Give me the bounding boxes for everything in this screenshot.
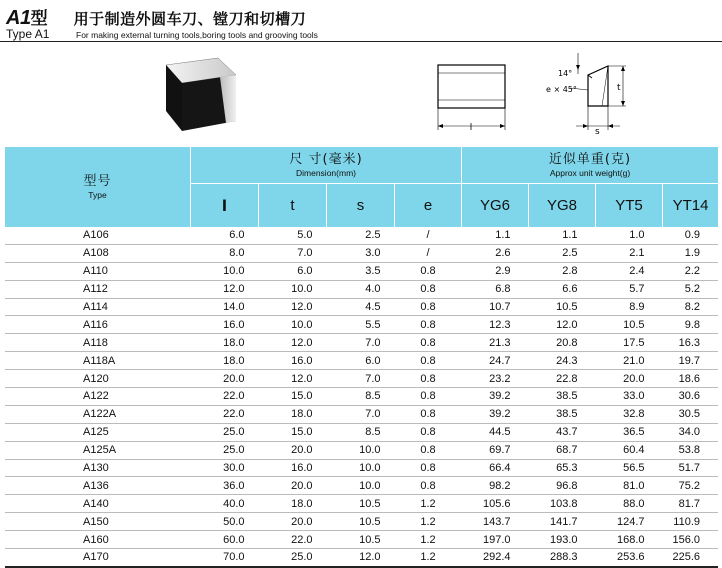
- dim-t-label: t: [617, 83, 621, 93]
- cell-yt5: 21.0: [596, 352, 663, 370]
- table-row: [5, 352, 718, 370]
- cell-model: A125A: [5, 441, 191, 459]
- cell-model: A170: [5, 549, 191, 567]
- cell-yt14: 53.8: [663, 441, 719, 459]
- cell-yg8: 103.8: [529, 495, 596, 513]
- cell-e: 1.2: [395, 495, 462, 513]
- cell-model: A125: [5, 423, 191, 441]
- cell-l: 30.0: [191, 459, 259, 477]
- cell-yt5: 20.0: [596, 370, 663, 388]
- cell-model: A122A: [5, 405, 191, 423]
- cell-model: A118A: [5, 352, 191, 370]
- cell-t: 6.0: [259, 262, 327, 280]
- cell-l: 14.0: [191, 298, 259, 316]
- cell-t: 15.0: [259, 423, 327, 441]
- cell-l: 12.0: [191, 280, 259, 298]
- table-row: [5, 495, 718, 513]
- cell-yt5: 33.0: [596, 388, 663, 406]
- cell-e: 0.8: [395, 352, 462, 370]
- angle-label: 14°: [558, 69, 573, 78]
- cell-yt14: 16.3: [663, 334, 719, 352]
- cell-yg6: 2.9: [462, 262, 529, 280]
- cell-yt14: 110.9: [663, 513, 719, 531]
- title-chinese: 用于制造外圆车刀、镗刀和切槽刀: [73, 10, 307, 28]
- cell-yt5: 1.0: [596, 227, 663, 244]
- cell-s: 7.0: [327, 334, 395, 352]
- cell-yg6: 39.2: [462, 405, 529, 423]
- col-header-l: l: [191, 184, 259, 228]
- cell-e: 0.8: [395, 459, 462, 477]
- model-header: [5, 147, 191, 227]
- cell-e: 1.2: [395, 549, 462, 567]
- cell-yg6: 143.7: [462, 513, 529, 531]
- model-header-en: Type: [88, 189, 107, 200]
- col-header-yt5: YT5: [596, 184, 663, 228]
- cell-model: A140: [5, 495, 191, 513]
- cell-model: A122: [5, 388, 191, 406]
- cell-t: 18.0: [259, 495, 327, 513]
- cell-e: 0.8: [395, 370, 462, 388]
- cell-yg6: 44.5: [462, 423, 529, 441]
- cell-t: 20.0: [259, 513, 327, 531]
- cell-model: A130: [5, 459, 191, 477]
- cell-s: 8.5: [327, 423, 395, 441]
- cell-model: A120: [5, 370, 191, 388]
- cell-t: 12.0: [259, 334, 327, 352]
- cell-s: 7.0: [327, 370, 395, 388]
- cell-l: 60.0: [191, 531, 259, 549]
- cell-yg8: 20.8: [529, 334, 596, 352]
- table-row: [5, 477, 718, 495]
- table-row: [5, 423, 718, 441]
- cell-yg8: 43.7: [529, 423, 596, 441]
- col-header-yg6: YG6: [462, 184, 529, 228]
- cell-yt14: 34.0: [663, 423, 719, 441]
- subtitle-row: [6, 27, 318, 41]
- cell-s: 3.5: [327, 262, 395, 280]
- front-view-drawing: [430, 48, 515, 138]
- cell-t: 15.0: [259, 388, 327, 406]
- cell-s: 5.5: [327, 316, 395, 334]
- chamfer-label: e × 45°: [546, 85, 577, 94]
- cell-yg6: 292.4: [462, 549, 529, 567]
- type-char: 型: [30, 9, 48, 29]
- col-header-t: t: [259, 184, 327, 228]
- cell-yt5: 8.9: [596, 298, 663, 316]
- cell-yt5: 32.8: [596, 405, 663, 423]
- title-english: For making external turning tools,boring tools and grooving tools: [76, 30, 318, 40]
- cell-yt5: 5.7: [596, 280, 663, 298]
- dim-l-label: l: [469, 123, 473, 133]
- insert-3d-illustration: [160, 55, 240, 135]
- cell-e: 0.8: [395, 388, 462, 406]
- cell-e: 0.8: [395, 423, 462, 441]
- cell-model: A136: [5, 477, 191, 495]
- cell-l: 70.0: [191, 549, 259, 567]
- cell-yg6: 197.0: [462, 531, 529, 549]
- model-header-cn: 型号: [83, 173, 112, 189]
- cell-yt5: 253.6: [596, 549, 663, 567]
- cell-yg8: 96.8: [529, 477, 596, 495]
- cell-yt5: 2.1: [596, 244, 663, 262]
- cell-model: A116: [5, 316, 191, 334]
- cell-s: 4.0: [327, 280, 395, 298]
- cell-model: A108: [5, 244, 191, 262]
- cell-l: 40.0: [191, 495, 259, 513]
- table-row: [5, 513, 718, 531]
- cell-model: A114: [5, 298, 191, 316]
- cell-yt5: 60.4: [596, 441, 663, 459]
- cell-t: 25.0: [259, 549, 327, 567]
- cell-yg8: 24.3: [529, 352, 596, 370]
- cell-yg6: 66.4: [462, 459, 529, 477]
- cell-yg8: 65.3: [529, 459, 596, 477]
- cell-s: 10.5: [327, 495, 395, 513]
- cell-s: 10.0: [327, 441, 395, 459]
- cell-l: 25.0: [191, 441, 259, 459]
- dimension-header: [191, 147, 462, 184]
- cell-yg6: 24.7: [462, 352, 529, 370]
- weight-header-cn: 近似单重(克): [548, 151, 632, 167]
- cell-yt14: 2.2: [663, 262, 719, 280]
- cell-t: 22.0: [259, 531, 327, 549]
- cell-t: 7.0: [259, 244, 327, 262]
- cell-yg8: 10.5: [529, 298, 596, 316]
- cell-yt5: 168.0: [596, 531, 663, 549]
- cell-e: /: [395, 244, 462, 262]
- cell-s: 10.5: [327, 513, 395, 531]
- cell-l: 22.0: [191, 388, 259, 406]
- cell-s: 6.0: [327, 352, 395, 370]
- cell-yg6: 21.3: [462, 334, 529, 352]
- dim-s-label: s: [595, 127, 600, 137]
- cell-yt14: 225.6: [663, 549, 719, 567]
- type-code: A1: [6, 7, 31, 29]
- cell-s: 10.0: [327, 477, 395, 495]
- cell-l: 18.0: [191, 352, 259, 370]
- col-header-yt14: YT14: [663, 184, 719, 228]
- dimension-header-en: Dimension(mm): [296, 167, 356, 178]
- cell-s: 4.5: [327, 298, 395, 316]
- cell-yt14: 156.0: [663, 531, 719, 549]
- cell-e: 0.8: [395, 262, 462, 280]
- page-title: [6, 4, 306, 28]
- cell-yt14: 5.2: [663, 280, 719, 298]
- cell-yg8: 193.0: [529, 531, 596, 549]
- cell-yg8: 68.7: [529, 441, 596, 459]
- header-divider: [0, 41, 722, 42]
- cell-yt5: 81.0: [596, 477, 663, 495]
- table-row: [5, 405, 718, 423]
- cell-yg8: 1.1: [529, 227, 596, 244]
- table-row: [5, 262, 718, 280]
- cell-yg8: 38.5: [529, 405, 596, 423]
- table-row: [5, 244, 718, 262]
- cell-yt5: 124.7: [596, 513, 663, 531]
- weight-header: [462, 147, 719, 184]
- cell-yt14: 8.2: [663, 298, 719, 316]
- cell-l: 50.0: [191, 513, 259, 531]
- cell-t: 16.0: [259, 459, 327, 477]
- cell-l: 16.0: [191, 316, 259, 334]
- cell-l: 22.0: [191, 405, 259, 423]
- cell-t: 10.0: [259, 280, 327, 298]
- cell-l: 20.0: [191, 370, 259, 388]
- cell-l: 36.0: [191, 477, 259, 495]
- cell-yg8: 12.0: [529, 316, 596, 334]
- cell-t: 20.0: [259, 477, 327, 495]
- cell-yg8: 6.6: [529, 280, 596, 298]
- cell-model: A150: [5, 513, 191, 531]
- side-view-drawing: [540, 48, 640, 138]
- cell-e: 0.8: [395, 316, 462, 334]
- dimension-header-cn: 尺 寸(毫米): [289, 151, 363, 167]
- cell-e: 1.2: [395, 531, 462, 549]
- cell-s: 12.0: [327, 549, 395, 567]
- cell-yt5: 17.5: [596, 334, 663, 352]
- cell-yt14: 30.6: [663, 388, 719, 406]
- cell-e: 1.2: [395, 513, 462, 531]
- cell-yg8: 2.5: [529, 244, 596, 262]
- cell-yg6: 1.1: [462, 227, 529, 244]
- cell-yt14: 18.6: [663, 370, 719, 388]
- col-header-s: s: [327, 184, 395, 228]
- cell-yg8: 38.5: [529, 388, 596, 406]
- table-row: [5, 227, 718, 244]
- cell-yt5: 2.4: [596, 262, 663, 280]
- cell-yg8: 141.7: [529, 513, 596, 531]
- cell-yt5: 10.5: [596, 316, 663, 334]
- cell-e: 0.8: [395, 298, 462, 316]
- cell-l: 25.0: [191, 423, 259, 441]
- cell-yt14: 81.7: [663, 495, 719, 513]
- cell-t: 10.0: [259, 316, 327, 334]
- cell-yg6: 6.8: [462, 280, 529, 298]
- table-row: [5, 334, 718, 352]
- cell-yg6: 2.6: [462, 244, 529, 262]
- cell-yt14: 51.7: [663, 459, 719, 477]
- cell-yt14: 1.9: [663, 244, 719, 262]
- table-row: [5, 280, 718, 298]
- cell-l: 10.0: [191, 262, 259, 280]
- cell-yt14: 75.2: [663, 477, 719, 495]
- table-row: [5, 316, 718, 334]
- table-row: [5, 531, 718, 549]
- cell-yt14: 9.8: [663, 316, 719, 334]
- spec-table: [5, 147, 718, 568]
- cell-l: 6.0: [191, 227, 259, 244]
- cell-t: 18.0: [259, 405, 327, 423]
- cell-yg6: 105.6: [462, 495, 529, 513]
- cell-l: 18.0: [191, 334, 259, 352]
- cell-s: 2.5: [327, 227, 395, 244]
- cell-e: 0.8: [395, 280, 462, 298]
- weight-header-en: Approx unit weight(g): [549, 167, 631, 178]
- cell-s: 10.0: [327, 459, 395, 477]
- col-header-yg8: YG8: [529, 184, 596, 228]
- table-row: [5, 298, 718, 316]
- cell-s: 8.5: [327, 388, 395, 406]
- cell-yg8: 288.3: [529, 549, 596, 567]
- cell-yg8: 22.8: [529, 370, 596, 388]
- table-row: [5, 388, 718, 406]
- col-header-e: e: [395, 184, 462, 228]
- cell-t: 20.0: [259, 441, 327, 459]
- table-row: [5, 370, 718, 388]
- cell-model: A160: [5, 531, 191, 549]
- cell-yg6: 10.7: [462, 298, 529, 316]
- cell-e: 0.8: [395, 441, 462, 459]
- cell-e: 0.8: [395, 477, 462, 495]
- table-row: [5, 441, 718, 459]
- cell-s: 10.5: [327, 531, 395, 549]
- cell-t: 12.0: [259, 370, 327, 388]
- cell-s: 3.0: [327, 244, 395, 262]
- cell-yt14: 0.9: [663, 227, 719, 244]
- cell-e: 0.8: [395, 334, 462, 352]
- cell-yg6: 98.2: [462, 477, 529, 495]
- cell-yg6: 69.7: [462, 441, 529, 459]
- type-label: Type A1: [6, 27, 50, 41]
- cell-yt14: 30.5: [663, 405, 719, 423]
- cell-s: 7.0: [327, 405, 395, 423]
- cell-yt5: 88.0: [596, 495, 663, 513]
- cell-yg6: 23.2: [462, 370, 529, 388]
- table-row: [5, 459, 718, 477]
- cell-model: A110: [5, 262, 191, 280]
- cell-yg8: 2.8: [529, 262, 596, 280]
- cell-yt5: 56.5: [596, 459, 663, 477]
- cell-yg6: 12.3: [462, 316, 529, 334]
- cell-yg6: 39.2: [462, 388, 529, 406]
- cell-t: 12.0: [259, 298, 327, 316]
- cell-l: 8.0: [191, 244, 259, 262]
- spec-table-body: [5, 227, 718, 567]
- cell-model: A118: [5, 334, 191, 352]
- cell-yt5: 36.5: [596, 423, 663, 441]
- cell-t: 16.0: [259, 352, 327, 370]
- cell-e: /: [395, 227, 462, 244]
- cell-model: A112: [5, 280, 191, 298]
- table-row: [5, 549, 718, 567]
- cell-model: A106: [5, 227, 191, 244]
- cell-yt14: 19.7: [663, 352, 719, 370]
- cell-t: 5.0: [259, 227, 327, 244]
- cell-e: 0.8: [395, 405, 462, 423]
